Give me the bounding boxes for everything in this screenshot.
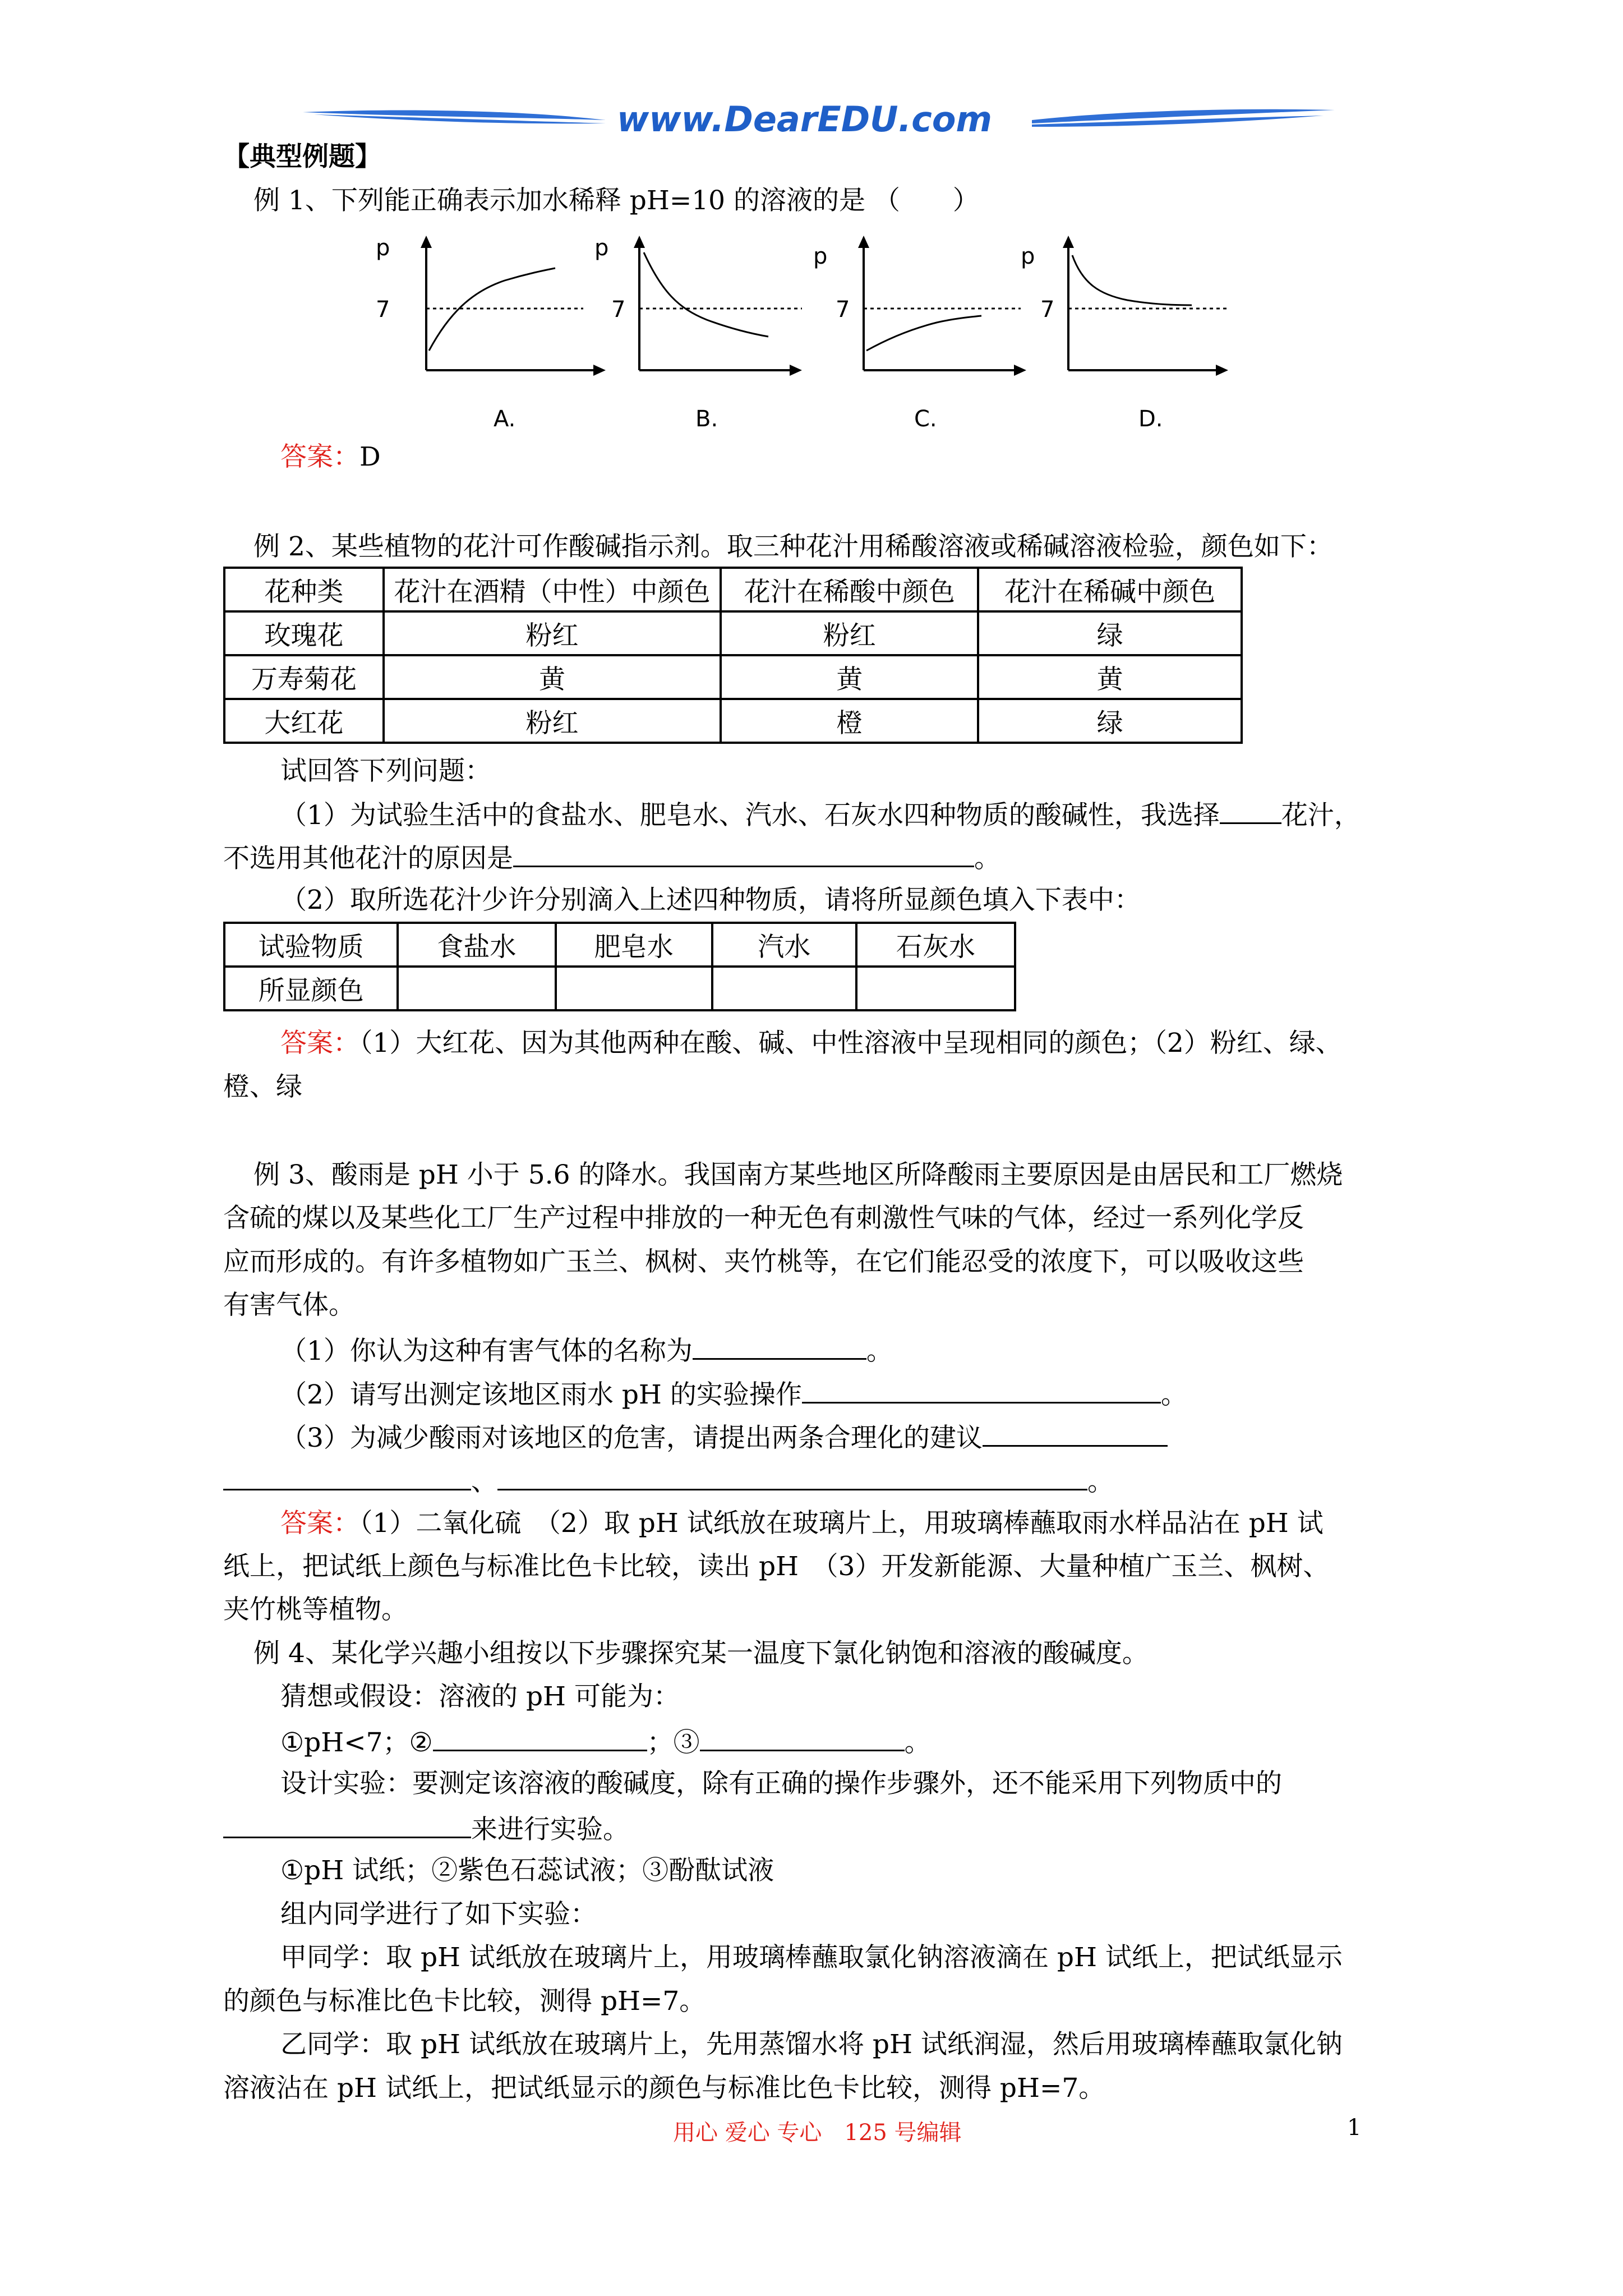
graph-b-label: B. xyxy=(695,406,718,432)
ex2-question: 例 2、某些植物的花汁可作酸碱指示剂。取三种花汁用稀酸溶液或稀碱溶液检验，颜色如下： xyxy=(253,531,1333,562)
ex2-answer-line1: 答案：（1）大红花、因为其他两种在酸、碱、中性溶液中呈现相同的颜色；（2）粉红、绿、 xyxy=(280,1028,1342,1059)
blank-suggestion-2[interactable] xyxy=(497,1463,1087,1490)
ex3-answer-label: 答案： xyxy=(280,1508,359,1539)
table-cell: 万寿菊花 xyxy=(224,655,384,699)
ex4-design-line1: 设计实验：要测定该溶液的酸碱度，除有正确的操作步骤外，还不能采用下列物质中的 xyxy=(280,1768,1282,1799)
ex3-line1: 例 3、酸雨是 pH 小于 5.6 的降水。我国南方某些地区所降酸雨主要原因是由居民和工厂燃烧 xyxy=(253,1159,1343,1190)
blank-suggestion-1b[interactable] xyxy=(223,1463,471,1490)
ex1-answer-value: D xyxy=(359,441,381,472)
table-header: 花汁在稀酸中颜色 xyxy=(721,568,978,611)
ex3-q3-line2: 、 。 xyxy=(223,1463,1114,1499)
footer-text: 用心 爱心 专心 125 号编辑 xyxy=(673,2120,962,2146)
graph-a-label: A. xyxy=(494,406,516,432)
ex4-line1: 例 4、某化学兴趣小组按以下步骤探究某一温度下氯化钠饱和溶液的酸碱度。 xyxy=(253,1638,1149,1669)
graph-b xyxy=(594,235,802,432)
site-logo[interactable]: www.DearEDU.com xyxy=(617,99,993,140)
graph-d-axis-label: p xyxy=(1021,243,1035,269)
graph-a xyxy=(376,235,609,432)
graph-a-7-label: 7 xyxy=(376,297,390,323)
table-cell: 粉红 xyxy=(384,611,721,655)
table-row xyxy=(224,655,1242,699)
table-cell: 粉红 xyxy=(384,699,721,743)
answer-cell[interactable] xyxy=(712,967,856,1010)
blank-ph-option-2[interactable] xyxy=(433,1724,647,1751)
ex4-jia-line2: 的颜色与标准比色卡比较，测得 pH=7。 xyxy=(223,1986,706,2017)
section-title: 【典型例题】 xyxy=(223,141,381,172)
table-header-row xyxy=(224,923,1015,967)
graph-b-7-label: 7 xyxy=(611,297,626,323)
ex3-line4: 有害气体。 xyxy=(223,1290,355,1320)
blank-reagent[interactable] xyxy=(223,1811,471,1838)
ex2-q2: （2）取所选花汁少许分别滴入上述四种物质，请将所显颜色填入下表中： xyxy=(280,885,1141,915)
table-cell: 黄 xyxy=(384,655,721,699)
ex2-answer-line2: 橙、绿 xyxy=(223,1071,302,1102)
blank-gas-name[interactable] xyxy=(693,1332,866,1360)
table-row xyxy=(224,699,1242,743)
ex3-q2: （2）请写出测定该地区雨水 pH 的实验操作 。 xyxy=(280,1376,1187,1412)
ex2-result-table xyxy=(223,922,1016,1011)
table-row xyxy=(224,611,1242,655)
blank-flower-choice[interactable] xyxy=(1220,797,1281,824)
blank-reason[interactable] xyxy=(513,840,974,867)
table-header: 食盐水 xyxy=(398,923,555,967)
graph-d xyxy=(1021,236,1228,432)
blank-suggestion-1a[interactable] xyxy=(983,1419,1168,1447)
ex3-line3: 应而形成的。有许多植物如广玉兰、枫树、夹竹桃等，在它们能忍受的浓度下，可以吸收这些 xyxy=(223,1246,1304,1277)
table-header: 试验物质 xyxy=(224,923,398,967)
ex2-answer-label: 答案： xyxy=(280,1028,359,1059)
table-header: 汽水 xyxy=(712,923,856,967)
table-cell: 黄 xyxy=(978,655,1242,699)
answer-cell[interactable] xyxy=(856,967,1015,1010)
ex3-q3: （3）为减少酸雨对该地区的危害，请提出两条合理化的建议 xyxy=(280,1419,1168,1455)
ex4-options-line: ①pH<7；② ；③ 。 xyxy=(280,1724,931,1760)
ex2-q1-line1: （1）为试验生活中的食盐水、肥皂水、汽水、石灰水四种物质的酸碱性，我选择 花汁， xyxy=(280,797,1361,832)
graph-c-7-label: 7 xyxy=(836,297,850,323)
answer-cell[interactable] xyxy=(398,967,555,1010)
table-header: 石灰水 xyxy=(856,923,1015,967)
table-cell: 绿 xyxy=(978,699,1242,743)
ex3-answer-line1: 答案：（1）二氧化硫 （2）取 pH 试纸放在玻璃片上，用玻璃棒蘸取雨水样品沾在 pH 试 xyxy=(280,1508,1324,1539)
ex4-yi-line2: 溶液沾在 pH 试纸上，把试纸显示的颜色与标准比色卡比较，测得 pH=7。 xyxy=(223,2073,1105,2104)
table-header: 花汁在稀碱中颜色 xyxy=(978,568,1242,611)
blank-ph-option-3[interactable] xyxy=(700,1724,905,1751)
ex1-answer xyxy=(280,440,381,474)
graph-c-axis-label: p xyxy=(813,243,828,269)
ex4-design-line2: 来进行实验。 xyxy=(223,1811,629,1847)
ex4-jia-line1: 甲同学：取 pH 试纸放在玻璃片上，用玻璃棒蘸取氯化钠溶液滴在 pH 试纸上，把试纸显示 xyxy=(280,1942,1343,1973)
table-header: 花种类 xyxy=(224,568,384,611)
ex2-flower-table xyxy=(223,567,1243,744)
table-cell: 玫瑰花 xyxy=(224,611,384,655)
table-header-row xyxy=(224,568,1242,611)
ex4-hypothesis: 猜想或假设：溶液的 pH 可能为： xyxy=(280,1681,680,1712)
table-cell: 黄 xyxy=(721,655,978,699)
ex3-answer-line2: 纸上，把试纸上颜色与标准比色卡比较，读出 pH （3）开发新能源、大量种植广玉兰、枫树、 xyxy=(223,1551,1330,1582)
table-cell: 粉红 xyxy=(721,611,978,655)
ex3-answer-line3: 夹竹桃等植物。 xyxy=(223,1594,408,1625)
ex1-graphs xyxy=(359,230,1245,438)
ex4-group: 组内同学进行了如下实验： xyxy=(280,1899,597,1930)
graph-d-7-label: 7 xyxy=(1040,297,1055,323)
table-cell: 大红花 xyxy=(224,699,384,743)
ex2-q1-line2: 不选用其他花汁的原因是 。 xyxy=(223,840,1000,876)
table-cell: 所显颜色 xyxy=(224,967,398,1010)
table-cell: 绿 xyxy=(978,611,1242,655)
graph-d-label: D. xyxy=(1138,406,1163,432)
table-header: 肥皂水 xyxy=(556,923,712,967)
ex4-yi-line1: 乙同学：取 pH 试纸放在玻璃片上，先用蒸馏水将 pH 试纸润湿，然后用玻璃棒蘸取氯化钠 xyxy=(280,2029,1343,2060)
ex3-line2: 含硫的煤以及某些化工厂生产过程中排放的一种无色有刺激性气味的气体，经过一系列化学反 xyxy=(223,1203,1304,1234)
ex4-reagent-options: ①pH 试纸；②紫色石蕊试液；③酚酞试液 xyxy=(280,1855,774,1886)
answer-cell[interactable] xyxy=(556,967,712,1010)
blank-operation[interactable] xyxy=(802,1376,1161,1404)
ex2-prompt: 试回答下列问题： xyxy=(280,756,491,786)
graph-a-axis-label: p xyxy=(376,235,390,261)
table-cell: 橙 xyxy=(721,699,978,743)
table-row xyxy=(224,967,1015,1010)
graph-b-axis-label: p xyxy=(594,235,609,261)
graph-c xyxy=(813,236,1026,432)
table-header: 花汁在酒精（中性）中颜色 xyxy=(384,568,721,611)
ex1-question: 例 1、下列能正确表示加水稀释 pH=10 的溶液的是 （ ） xyxy=(253,185,979,216)
ex3-q1: （1）你认为这种有害气体的名称为 。 xyxy=(280,1332,893,1368)
page-number: 1 xyxy=(1347,2115,1362,2141)
ex1-answer-label: 答案： xyxy=(280,441,359,472)
graph-c-label: C. xyxy=(914,406,937,432)
